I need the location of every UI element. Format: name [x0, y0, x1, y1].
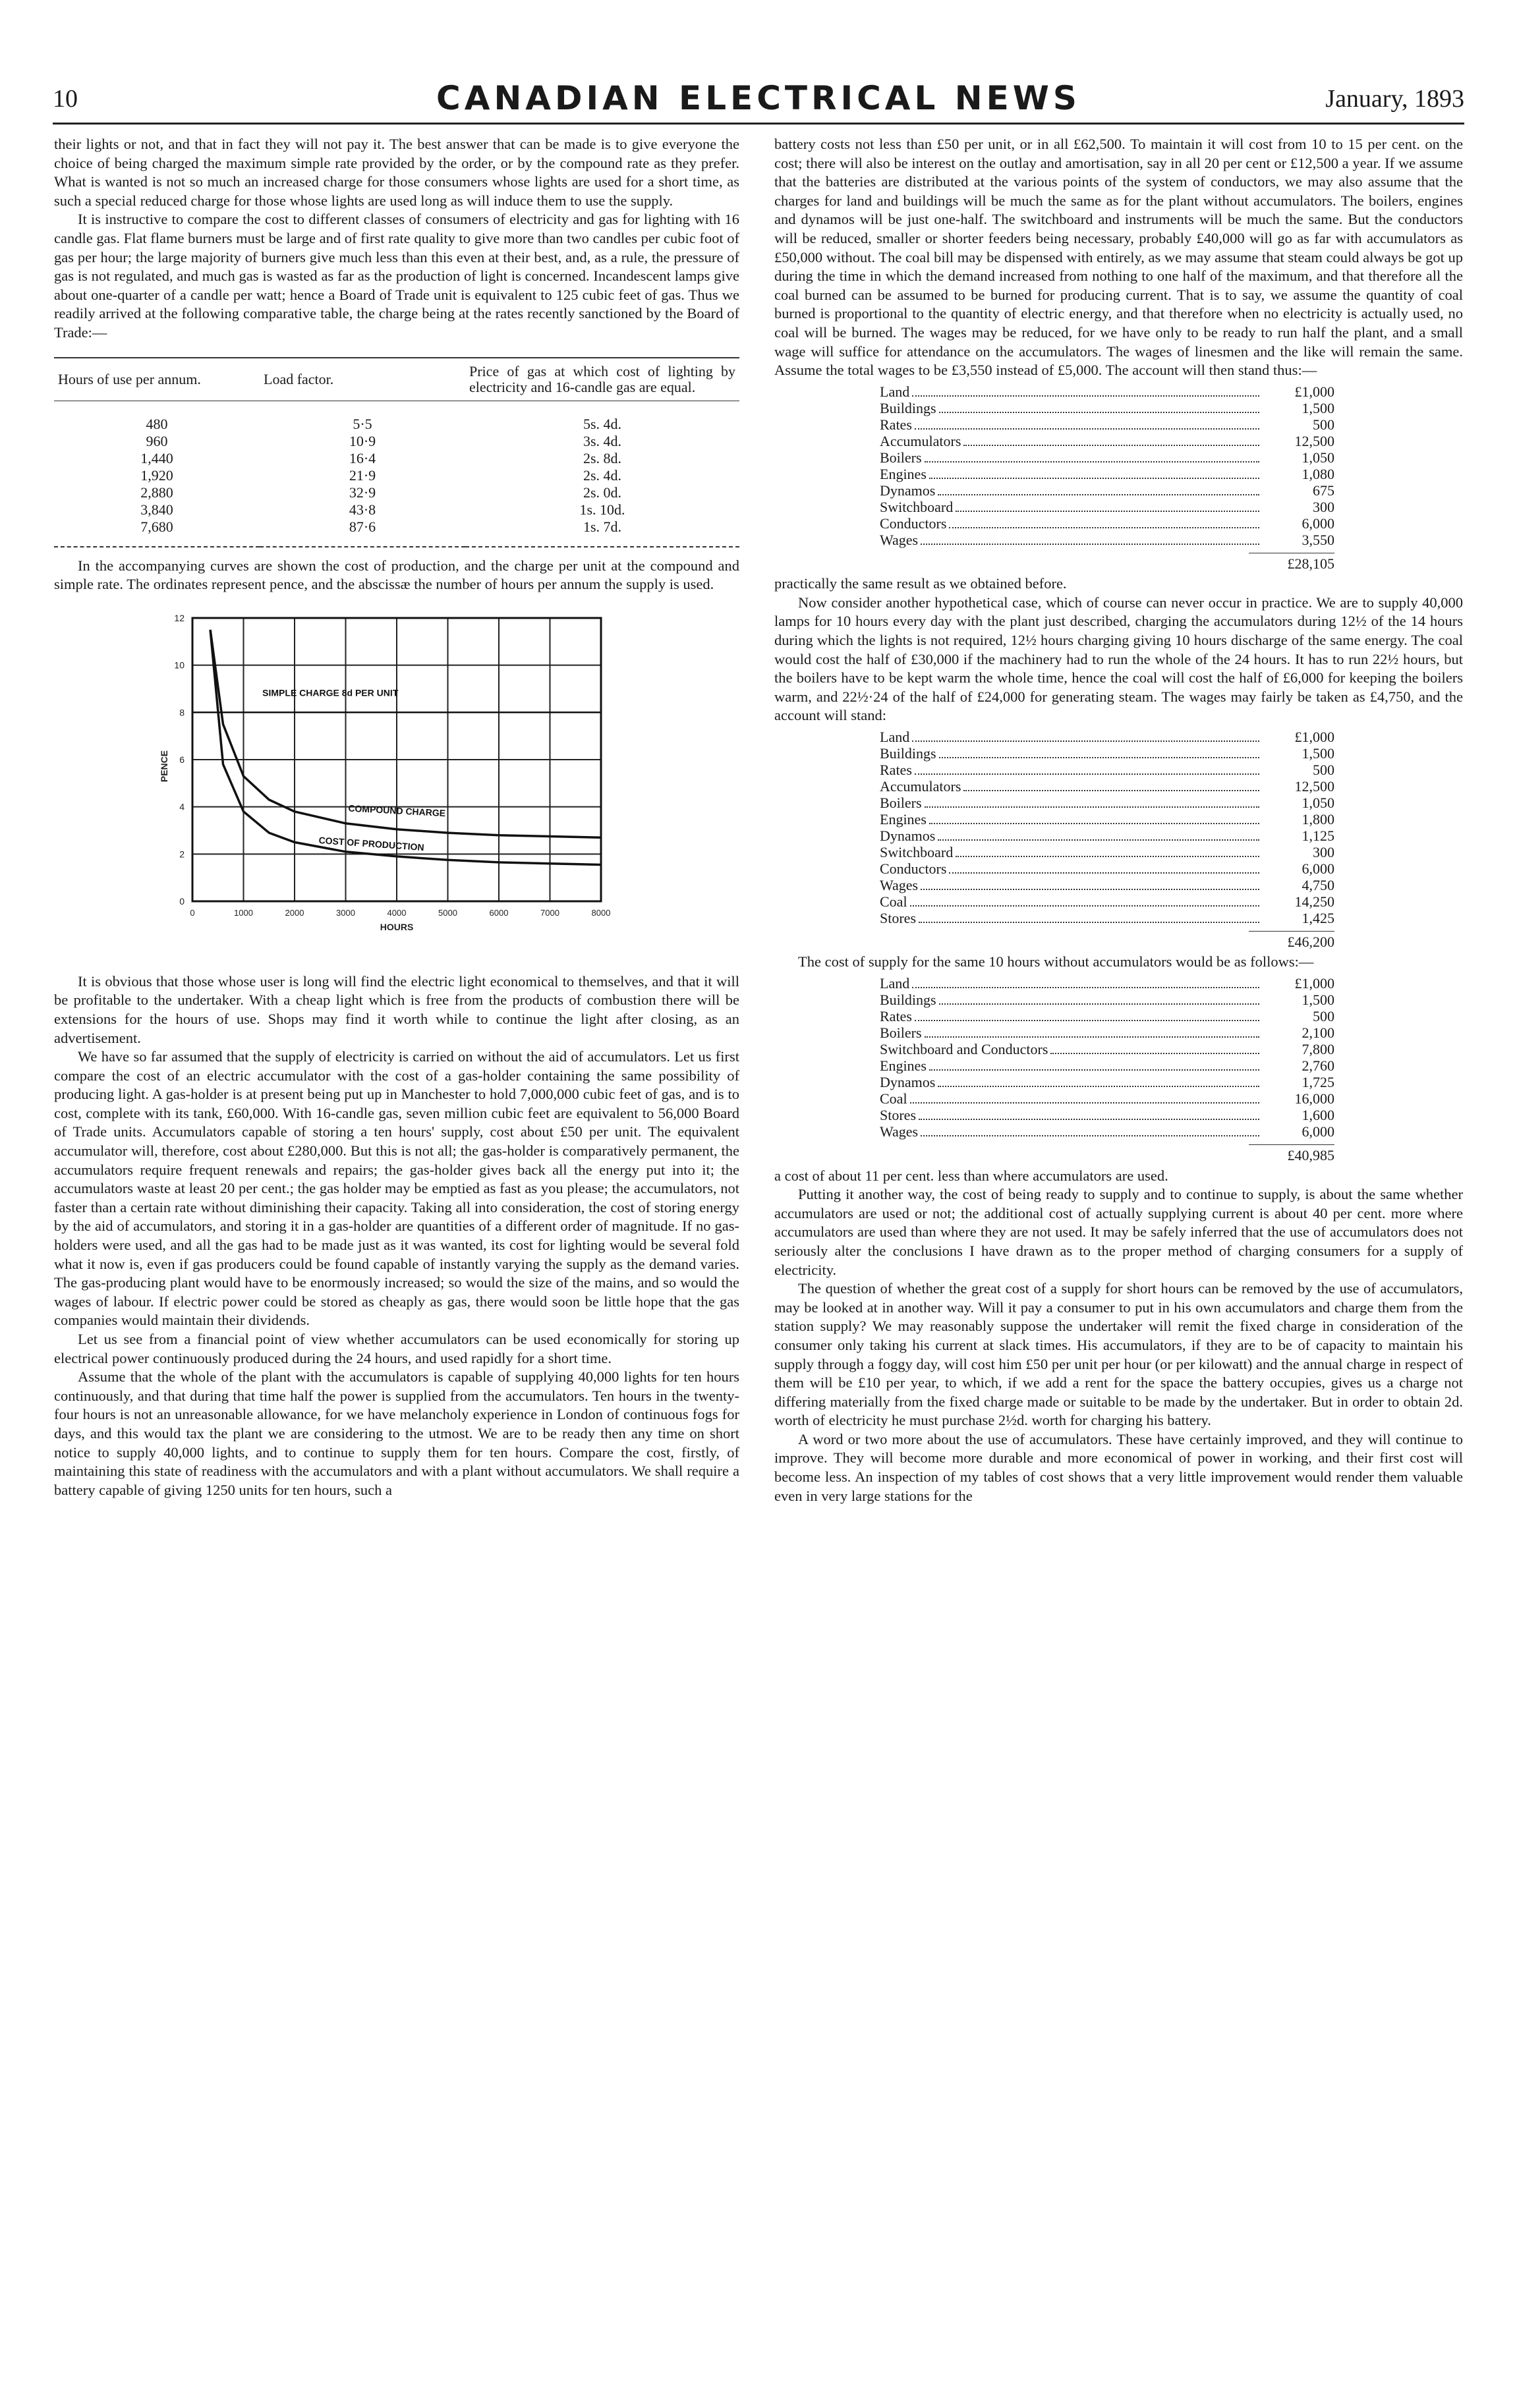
- y-tick-label: 6: [179, 754, 185, 765]
- leader-dots: [919, 1119, 1259, 1120]
- account-item: Wages: [880, 876, 919, 893]
- paragraph: Putting it another way, the cost of being ready to supply and to continue to supply, is about the same whether accumulators are used or not; the additional cost of actually supplying current is about 40 per cent. more where accumulators are used than where they are not used. It may be safely inferred that the use of accumulators does not seriously alter the conclusions I have drawn as to the proper method of charging consumers for a supply of electricity.: [774, 1186, 1463, 1278]
- table-row: [54, 401, 739, 433]
- account-amount: 2,760: [1302, 1057, 1334, 1075]
- account-row: [880, 992, 1334, 1009]
- account-item: Dynamos: [880, 482, 936, 499]
- series-label: COMPOUND CHARGE: [348, 802, 446, 818]
- table-cell: 7,680: [140, 518, 173, 535]
- account-amount: 1,500: [1302, 399, 1334, 416]
- account-amount: £1,000: [1294, 975, 1334, 992]
- x-tick-label: 3000: [336, 907, 355, 918]
- table-cell: 3,840: [140, 501, 173, 518]
- account-item: Conductors: [880, 515, 947, 532]
- table-row: [54, 484, 739, 501]
- account-amount: 12,500: [1294, 432, 1334, 449]
- y-tick-label: 8: [179, 707, 185, 718]
- account-row: [880, 1107, 1334, 1124]
- leader-dots: [938, 494, 1259, 495]
- account-amount: 1,050: [1302, 449, 1334, 466]
- account-amount: 500: [1313, 1008, 1334, 1025]
- x-tick-label: 7000: [540, 907, 559, 918]
- column-header: Load factor.: [264, 370, 334, 387]
- account-row: [880, 828, 1334, 845]
- account-amount: 500: [1313, 761, 1334, 778]
- account-table-without-accumulators: [880, 976, 1334, 1164]
- account-row: [880, 384, 1334, 401]
- table-cell: 21·9: [349, 466, 376, 484]
- leader-dots: [921, 889, 1259, 890]
- account-item: Boilers: [880, 449, 922, 466]
- leader-dots: [956, 511, 1259, 512]
- leader-dots: [963, 445, 1259, 446]
- account-amount: 1,125: [1302, 827, 1334, 844]
- account-row: [880, 1091, 1334, 1107]
- paragraph: Now consider another hypothetical case, which of course can never occur in practice. We are to supply 40,000 lamps for 10 hours every day with the plant just described, charging the accumulators during 12½ of the 14 hours during which the lights is not required, 12½ hours charging giving 10 hours discharge of the same energy. The coal would cost the half of £30,000 if the machinery had to run the whole of the 24 hours. It has to run 22½ hours, but the boilers have to be kept warm the whole time, hence the coal will cost the half of £6,000 for keeping the boilers warm, and 22½·24 of the half of £24,000 for generating steam. The wages may fairly be taken as £4,750, and the account will stand:: [774, 594, 1463, 724]
- left-column: [54, 135, 739, 1499]
- account-amount: 1,600: [1302, 1107, 1334, 1124]
- account-row: [880, 812, 1334, 828]
- leader-dots: [912, 741, 1259, 742]
- column-header: Price of gas at which cost of lighting by electricity and 16-candle gas are equal.: [469, 362, 735, 395]
- account-table-hypothetical: [880, 729, 1334, 951]
- y-tick-label: 4: [179, 801, 185, 812]
- table-cell: 32·9: [349, 484, 376, 501]
- account-row: [880, 417, 1334, 434]
- account-item: Switchboard: [880, 843, 954, 860]
- column-header: Hours of use per annum.: [58, 370, 201, 387]
- account-row: [880, 499, 1334, 516]
- account-row: [880, 1009, 1334, 1025]
- paragraph: In the accompanying curves are shown the cost of production, and the charge per unit at the compound and simple rate. The ordinates represent pence, and the abscissæ the number of hours per annum the supply is used.: [54, 557, 739, 593]
- issue-date: January, 1893: [1325, 85, 1464, 113]
- leader-dots: [938, 1086, 1259, 1087]
- paragraph: We have so far assumed that the supply of electricity is carried on without the aid of accumulators. Let us first compare the cost of an electric accumulator with the cost of a gas-holder containing the same possibility of producing light. A gas-holder is at present being put up in Manchester to hold 7,000,000 cubic feet of gas, and is to cost, complete with its tank, £60,000. With 16-candle gas, seven million cubic feet are equivalent to 56,000 Board of Trade units. Accumulators capable of storing a ten hours' supply, cost about £50 per unit. The equivalent accumulator will, therefore, cost about £280,000. But this is not all; the gas-holder is comparatively permanent, the accumulators require frequent renewals and repairs; the gas-holder gives back all the energy put into it; the accumulators waste at least 20 per cent.; the gas holder may be emptied as fast as you please; the accumulators, not faster than a certain rate without diminishing their capacity. Taking all into consideration, the cost of storing energy by the aid of accumulators, and storing it in a gas-holder are quantities of a different order of magnitude. If no gas-holders were used, and all the gas had to be made just as it was wanted, its cost for lighting would be several fold what it now is, even if gas producers could be found capable of instantly varying the supply as the demand varies. The gas-producing plant would have to be enormously increased; so would the size of the mains, and so would the wages of labour. If electric power could be stored as cheaply as gas, there would soon be little hope that the gas companies would maintain their dividends.: [54, 1048, 739, 1329]
- account-item: Rates: [880, 416, 912, 433]
- leader-dots: [925, 461, 1259, 462]
- y-tick-label: 2: [179, 849, 185, 860]
- account-row: [880, 1042, 1334, 1058]
- account-row: [880, 483, 1334, 499]
- account-row: [880, 976, 1334, 992]
- y-tick-label: 10: [174, 659, 185, 671]
- chart-svg: [146, 605, 647, 961]
- account-row: [880, 532, 1334, 549]
- leader-dots: [910, 1102, 1259, 1104]
- table-row: [54, 467, 739, 484]
- leader-dots: [919, 922, 1259, 923]
- account-item: Engines: [880, 1057, 927, 1075]
- cost-curves-chart: [146, 605, 647, 961]
- account-row: [880, 729, 1334, 746]
- paragraph: Assume that the whole of the plant with the accumulators is capable of supplying 40,000 lights for ten hours continuously, and that during that time half the power is supplied from the accumulators. Ten hours in the twenty-four hours is not an unreasonable allowance, for we have melancholy experience in London of continuous fogs for days, and this would tax the plant we are considering to the utmost. We are to be ready then any time on short notice to supply 40,000 lights, and to continue to supply them for ten hours. Compare the cost, firstly, of maintaining this state of readiness with the accumulators and with a plant without accumulators. We shall require a battery capable of giving 1250 units for ten hours, such a: [54, 1368, 739, 1498]
- account-amount: 14,250: [1294, 893, 1334, 910]
- account-item: Boilers: [880, 794, 922, 811]
- account-item: Switchboard and Conductors: [880, 1041, 1048, 1058]
- account-amount: 2,100: [1302, 1024, 1334, 1042]
- x-axis-label: HOURS: [380, 921, 414, 932]
- x-tick-label: 6000: [489, 907, 509, 918]
- account-item: Dynamos: [880, 1074, 936, 1091]
- account-row: [880, 401, 1334, 417]
- account-amount: 16,000: [1294, 1090, 1334, 1107]
- leader-dots: [949, 527, 1259, 528]
- account-amount: 500: [1313, 416, 1334, 433]
- leader-dots: [915, 773, 1259, 775]
- leader-dots: [912, 395, 1259, 397]
- x-tick-label: 1000: [234, 907, 253, 918]
- account-amount: 300: [1313, 498, 1334, 515]
- leader-dots: [915, 428, 1259, 430]
- series-label: COST OF PRODUCTION: [318, 834, 425, 853]
- account-row: [880, 1025, 1334, 1042]
- leader-dots: [912, 987, 1259, 988]
- leader-dots: [939, 757, 1259, 758]
- x-tick-label: 0: [190, 907, 195, 918]
- table-header-row: [54, 358, 739, 401]
- table-cell: 3s. 4d.: [583, 432, 622, 449]
- account-amount: 6,000: [1302, 515, 1334, 532]
- account-amount: 6,000: [1302, 860, 1334, 877]
- account-amount: 3,550: [1302, 531, 1334, 548]
- table-cell: 43·8: [349, 501, 376, 518]
- paragraph: a cost of about 11 per cent. less than where accumulators are used.: [774, 1167, 1168, 1184]
- leader-dots: [929, 1069, 1259, 1071]
- account-item: Stores: [880, 909, 916, 926]
- page-number: 10: [53, 85, 78, 113]
- account-row: [880, 762, 1334, 779]
- x-tick-label: 5000: [438, 907, 457, 918]
- account-amount: £1,000: [1294, 728, 1334, 745]
- account-row: [880, 845, 1334, 861]
- table-cell: 2s. 4d.: [583, 466, 622, 484]
- paragraph: It is obvious that those whose user is long will find the electric light economical to themselves, and that it will be profitable to the undertaker. With a cheap light which is free from the products of combustion there will be extensions for the hours of use. Shops may find it worth while to continue the light after closing, as an advertisement.: [54, 972, 739, 1046]
- account-row: [880, 878, 1334, 894]
- table-cell: 2,880: [140, 484, 173, 501]
- header-rule: [53, 123, 1464, 125]
- table-cell: 1s. 10d.: [579, 501, 625, 518]
- paragraph: practically the same result as we obtained before.: [774, 575, 1067, 592]
- account-item: Land: [880, 728, 910, 745]
- account-item: Boilers: [880, 1024, 922, 1042]
- account-row: [880, 466, 1334, 483]
- leader-dots: [921, 1135, 1259, 1136]
- leader-dots: [1050, 1053, 1259, 1054]
- account-amount: £1,000: [1294, 383, 1334, 400]
- page-header: [53, 79, 1464, 125]
- account-row: [880, 894, 1334, 910]
- leader-dots: [939, 1003, 1259, 1005]
- paragraph: The cost of supply for the same 10 hours without accumulators would be as follows:—: [798, 953, 1314, 970]
- account-row: [880, 450, 1334, 466]
- y-tick-label: 0: [179, 895, 185, 907]
- account-amount: 4,750: [1302, 876, 1334, 893]
- account-row: [880, 795, 1334, 812]
- x-tick-label: 4000: [387, 907, 407, 918]
- account-item: Switchboard: [880, 498, 954, 515]
- account-item: Buildings: [880, 399, 936, 416]
- account-amount: 1,500: [1302, 992, 1334, 1009]
- paragraph: their lights or not, and that in fact they will not pay it. The best answer that can be made is to give everyone the choice of being charged the maximum simple rate provided by the order, or by the compound rate as they prefer. What is wanted is not so much an increased charge for those consumers whose lights are used for a short time, as such a special reduced charge for those whose lights are used long as will induce them to use the supply.: [54, 136, 739, 209]
- account-item: Accumulators: [880, 432, 961, 449]
- paragraph: The question of whether the great cost of a supply for short hours can be removed by the use of accumulators, may be looked at in another way. Will it pay a consumer to put in his own accumulators and charge them from the station supply? We may reasonably suppose the undertaker will remit the fixed charge in consideration of the consumer only taking his current at slack times. His accumulators, if they are to be of capacity to maintain his supply through a foggy day, will cost him £50 per unit per hour (or per kilowatt) and the annual charge in respect of them will be £10 per year, to which, if we add a rent for the space the battery occupies, gives us a charge not differing materially from the fixed charge made or suitable to be made by the undertaker. But in order to obtain 2d. worth of electricity he must purchase 2½d. worth for charging his battery.: [774, 1280, 1463, 1429]
- table-cell: 1s. 7d.: [583, 518, 622, 535]
- account-amount: 300: [1313, 843, 1334, 860]
- account-amount: 1,080: [1302, 465, 1334, 482]
- account-item: Rates: [880, 1008, 912, 1025]
- table-cell: 1,920: [140, 466, 173, 484]
- paragraph: battery costs not less than £50 per unit, or in all £62,500. To maintain it will cost from 10 to 15 per cent. on the cost; there will also be interest on the outlay and amortisation, say in all 20 per cent or £12,500 a year. If we assume that the batteries are distributed at the various points of the system of conductors, we may also assume that the charges for land and buildings will be much the same as for the plant without accumulators. The boilers, engines and dynamos will be just one-half. The switchboard and instruments will be much the same. But the conductors will be reduced, smaller or shorter feeders being necessary, probably £40,000 will go as far with accumulators as £50,000 without. The coal bill may be dispensed with entirely, as we may assume that steam could always be got up during the time in which the demand increased from nothing to one half of the maximum, and that therefore all the coal burned can be assumed to be burned for producing current. That is to say, we assume the quantity of coal burned is proportional to the quantity of electric energy, and that therefore when no electricity is actually used, no coal will be burned. The wages may be reduced, for we have only to be ready to run half the plant, and a small wage will suffice for attendance on the accumulators. The wages of linesmen and the like will remain the same. Assume the total wages to be £3,550 instead of £5,000. The account will then stand thus:—: [774, 136, 1463, 379]
- account-amount: 7,800: [1302, 1041, 1334, 1058]
- account-item: Accumulators: [880, 777, 961, 795]
- table-cell: 87·6: [349, 518, 376, 535]
- leader-dots: [938, 839, 1259, 841]
- comparison-table: [54, 357, 739, 547]
- account-row: [880, 1124, 1334, 1140]
- series-label: SIMPLE CHARGE 8d PER UNIT: [262, 686, 399, 698]
- right-column: [774, 135, 1463, 1505]
- account-item: Engines: [880, 810, 927, 827]
- account-item: Coal: [880, 893, 907, 910]
- leader-dots: [929, 823, 1259, 824]
- account-item: Buildings: [880, 992, 936, 1009]
- y-axis-label: PENCE: [159, 750, 169, 782]
- account-item: Rates: [880, 761, 912, 778]
- account-row: [880, 910, 1334, 927]
- account-item: Land: [880, 975, 910, 992]
- account-item: Buildings: [880, 744, 936, 762]
- leader-dots: [910, 905, 1259, 907]
- table-cell: 10·9: [349, 432, 376, 449]
- account-amount: 1,500: [1302, 744, 1334, 762]
- table-cell: 1,440: [140, 449, 173, 466]
- account-row: [880, 1058, 1334, 1075]
- leader-dots: [963, 790, 1259, 791]
- account-item: Stores: [880, 1107, 916, 1124]
- account-row: [880, 779, 1334, 795]
- y-tick-label: 12: [174, 612, 185, 623]
- table-cell: 16·4: [349, 449, 376, 466]
- account-amount: 1,050: [1302, 794, 1334, 811]
- account-item: Engines: [880, 465, 927, 482]
- account-table-with-accumulators: [880, 384, 1334, 573]
- account-amount: 1,800: [1302, 810, 1334, 827]
- table-row: [54, 501, 739, 518]
- table-row: [54, 433, 739, 450]
- account-total: £40,985: [1249, 1144, 1334, 1164]
- paragraph: It is instructive to compare the cost to different classes of consumers of electricity and gas for lighting with 16 candle gas. Flat flame burners must be large and of first rate quality to give more than two candles per cubic foot of gas per hour; the large majority of burners give much less than this even at their best, and, as a rule, the pressure of gas is not regulated, and much gas is wasted as far as the production of light is concerned. Incandescent lamps give about one-quarter of a candle per watt; hence a Board of Trade unit is equivalent to 125 cubic feet of gas. Thus we readily arrived at the following comparative table, the charge being at the rates recently sanctioned by the Board of Trade:—: [54, 211, 739, 341]
- x-tick-label: 8000: [591, 907, 611, 918]
- table-row: [54, 518, 739, 547]
- table-row: [54, 450, 739, 467]
- table-cell: 2s. 0d.: [583, 484, 622, 501]
- table-cell: 5·5: [353, 415, 372, 432]
- account-row: [880, 516, 1334, 532]
- leader-dots: [921, 544, 1259, 545]
- account-amount: 1,425: [1302, 909, 1334, 926]
- account-amount: 6,000: [1302, 1123, 1334, 1140]
- paragraph: A word or two more about the use of accumulators. These have certainly improved, and they will continue to improve. They will become more durable and more economical of power in working, and their first cost will become less. An inspection of my tables of cost shows that a very little improvement would render them valuable even in very large stations for the: [774, 1430, 1463, 1504]
- account-item: Dynamos: [880, 827, 936, 844]
- leader-dots: [925, 806, 1259, 808]
- account-row: [880, 746, 1334, 762]
- account-row: [880, 434, 1334, 450]
- table-cell: 480: [146, 415, 168, 432]
- x-tick-label: 2000: [285, 907, 304, 918]
- leader-dots: [915, 1020, 1259, 1021]
- account-amount: 1,725: [1302, 1074, 1334, 1091]
- table-cell: 960: [146, 432, 168, 449]
- account-item: Wages: [880, 531, 919, 548]
- masthead-title: CANADIAN ELECTRICAL NEWS: [436, 79, 1081, 117]
- paragraph: Let us see from a financial point of view whether accumulators can be used economically for storing up electrical power continuously produced during the 24 hours, and used rapidly for a short time.: [54, 1331, 739, 1366]
- leader-dots: [949, 872, 1259, 874]
- account-item: Conductors: [880, 860, 947, 877]
- account-item: Coal: [880, 1090, 907, 1107]
- account-amount: 12,500: [1294, 777, 1334, 795]
- leader-dots: [929, 478, 1259, 479]
- account-total: £28,105: [1249, 553, 1334, 573]
- account-total: £46,200: [1249, 931, 1334, 951]
- account-row: [880, 1075, 1334, 1091]
- account-amount: 675: [1313, 482, 1334, 499]
- leader-dots: [939, 412, 1259, 413]
- account-item: Wages: [880, 1123, 919, 1140]
- leader-dots: [956, 856, 1259, 857]
- account-row: [880, 861, 1334, 878]
- account-item: Land: [880, 383, 910, 400]
- table-cell: 5s. 4d.: [583, 415, 622, 432]
- table-cell: 2s. 8d.: [583, 449, 622, 466]
- leader-dots: [925, 1036, 1259, 1038]
